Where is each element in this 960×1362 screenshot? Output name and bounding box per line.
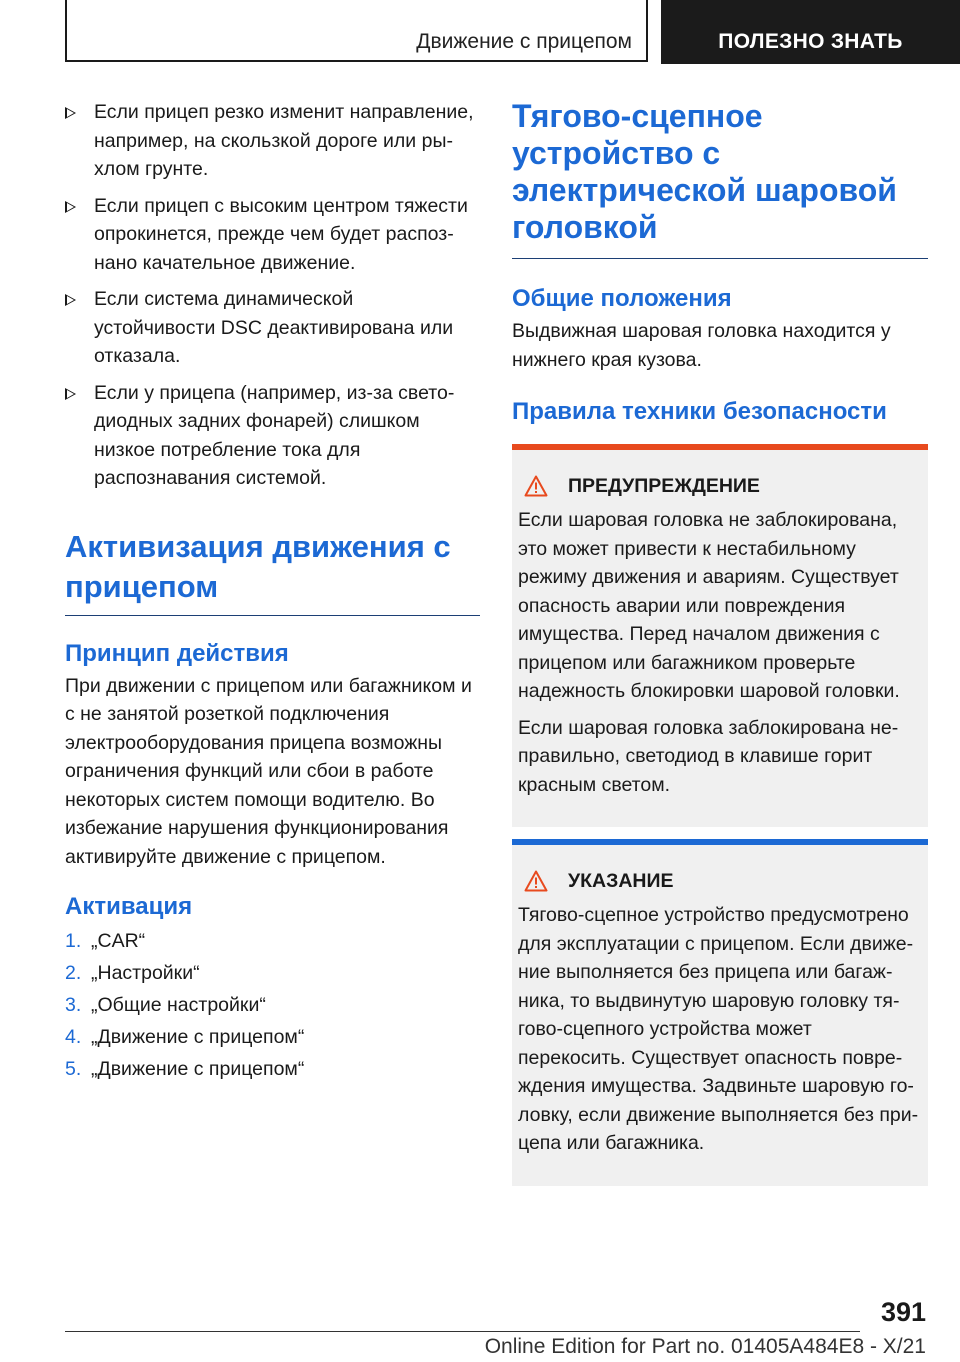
safety-heading: Правила техники безопасности	[512, 398, 887, 425]
header-chapter-title: ПОЛЕЗНО ЗНАТЬ	[718, 30, 903, 53]
warning-box	[512, 444, 928, 827]
note-title: УКАЗАНИЕ	[518, 867, 922, 895]
section-title-trailer-mode: Активизация движения с прицепом	[65, 528, 451, 604]
left-column	[65, 98, 480, 1085]
header-section-title: Движение с прицепом	[416, 30, 632, 53]
section-title-tow-hitch: Тягово-сцепное устройство с электрической шаровой головкой	[512, 98, 897, 245]
principle-heading: Принцип действия	[65, 639, 289, 667]
warning-triangle-icon	[524, 870, 548, 892]
footer-divider	[65, 1331, 860, 1332]
step-item: 2. „Настройки“	[65, 962, 200, 984]
note-box	[512, 839, 928, 1186]
warning-title: ПРЕДУПРЕЖДЕНИЕ	[518, 472, 922, 500]
general-text: Выдвижная шаровая головка находится у нижнего края кузова.	[512, 320, 891, 371]
step-item: 3. „Общие настройки“	[65, 994, 266, 1016]
header-section-tab	[65, 0, 648, 62]
right-column	[512, 98, 928, 1186]
general-heading: Общие положения	[512, 285, 732, 312]
note-text: Тягово-сцепное устройство предусмотрено для эксплуатации с прицепом. Если движение выполняется без прицепа или багажника, то выдвинутую шаровую головку тягово-сцепного устройства может перекосить. Существует опасность повреждения имущества. Задвиньте шаровую головку, если движение выполняется без прицепа или багажника.	[518, 904, 919, 1154]
triangle-bullet-icon	[65, 388, 76, 400]
header-chapter-tab	[661, 0, 960, 64]
footer-edition: Online Edition for Part no. 01405A484E8 - X/21	[484, 1335, 926, 1358]
warning-triangle-icon	[524, 475, 548, 497]
triangle-bullet-icon	[65, 294, 76, 306]
condition-list	[65, 98, 480, 493]
activation-steps	[65, 925, 480, 1085]
step-item: 5. „Движение с прицепом“	[65, 1058, 305, 1080]
activation-heading: Активация	[65, 893, 193, 920]
list-item: Если система динамической устойчивости DSC деактивирована или отказала.	[65, 285, 480, 371]
warning-text: Если шаровая головка не заблокирована, это может привести к нестабильному режиму движения и авариям. Существует опасность аварии или повреждения имущества. Перед началом движения с прицепом или багажником проверьте надежность блокировки шаровой головки.	[518, 509, 900, 702]
principle-text: При движении с прицепом или багажником и с не занятой розеткой подключения электрооборудования прицепа возможны ограничения функций или сбои в работе некоторых систем помощи водителю. Во избежание нарушения функционирования активируйте движение с прицепом.	[65, 674, 472, 868]
step-item: 4. „Движение с прицепом“	[65, 1026, 305, 1048]
warning-text-led: Если шаровая головка заблокирована неправильно, светодиод в клавише горит красным светом.	[518, 716, 899, 796]
triangle-bullet-icon	[65, 201, 76, 213]
list-item: Если у прицепа (например, из-за светодиодных задних фонарей) слишком низкое потребление тока для распознавания системой.	[65, 379, 480, 493]
list-item: Если прицеп резко изменит направление, например, на скользкой дороге или рыхлом грунте.	[65, 98, 480, 184]
list-item: Если прицеп с высоким центром тяжести опрокинется, прежде чем будет распознано качательное движение.	[65, 192, 480, 278]
step-item: 1. „CAR“	[65, 930, 146, 952]
page-number: 391	[880, 1297, 926, 1327]
triangle-bullet-icon	[65, 107, 76, 119]
